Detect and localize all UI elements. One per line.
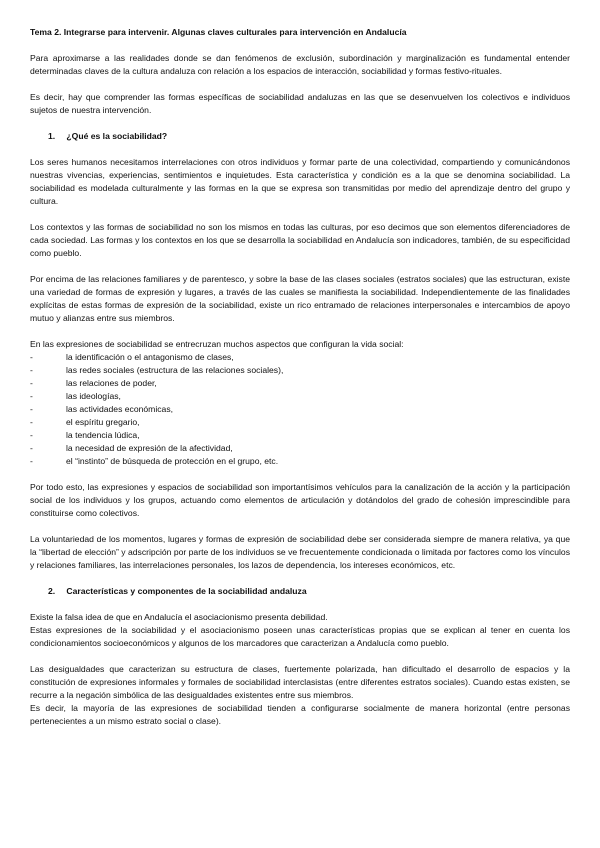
dash-marker: - [30,391,33,401]
dash-marker: - [30,430,33,440]
dash-marker: - [30,365,33,375]
section-2-paragraph-1: Existe la falsa idea de que en Andalucía el asociacionismo presenta debilidad. [30,612,328,622]
section-1-paragraph-3: Por encima de las relaciones familiares y de parentesco, y sobre la base de las clases sociales (estratos sociales) que las estructuran, existe una variedad de formas de expresión y lugares, a través de las cuales se manifiesta la sociabilidad. Independientemente de las finalidades explícitas de estas formas de expresión de la sociabilidad, existe un rico entramado de relaciones interpersonales e intercambios de apoyo mutuo y alianzas entre sus miembros. [30,274,570,323]
list-item: - la necesidad de expresión de la afectividad, [30,443,233,453]
dash-marker: - [30,417,33,427]
document-title: Tema 2. Integrarse para intervenir. Algunas claves culturales para intervención en Andalucía [30,27,407,37]
section-2-paragraph-2: Estas expresiones de la sociabilidad y el asociacionismo poseen unas características propias que se explican al tener en cuenta los condicionamientos socioeconómicos y algunos de los marcadores que caracterizan a Andalucía como pueblo. [30,625,570,648]
list-item: - las redes sociales (estructura de las relaciones sociales), [30,365,284,375]
list-intro: En las expresiones de sociabilidad se entrecruzan muchos aspectos que configuran la vida social: [30,339,404,349]
section-1-after-list-2: La voluntariedad de los momentos, lugares y formas de expresión de sociabilidad debe ser considerada siempre de manera relativa, ya que la “libertad de elección” y adscripción por parte de los individuos se ve frecuentemente condicionada o limitada por factores como los vínculos y relaciones familiares, las interrelaciones personales, los lazos de dependencia, los intereses económicos, etc. [30,534,570,570]
dash-marker: - [30,378,33,388]
list-item: - las ideologías, [30,391,121,401]
list-item: - las relaciones de poder, [30,378,157,388]
list-item: - la identificación o el antagonismo de clases, [30,352,234,362]
dash-marker: - [30,404,33,414]
list-item: - el espíritu gregario, [30,417,140,427]
intro-paragraph-2: Es decir, hay que comprender las formas específicas de sociabilidad andaluzas en las que se desenvuelven los colectivos e individuos sujetos de nuestra intervención. [30,92,570,115]
intro-paragraph-1: Para aproximarse a las realidades donde se dan fenómenos de exclusión, subordinación y marginalización es fundamental entender determinadas claves de la cultura andaluza con relación a los espacios de interacción, sociabilidad y formas festivo-rituales. [30,53,570,76]
section-2-paragraph-3: Las desigualdades que caracterizan su estructura de clases, fuertemente polarizada, han dificultado el desarrollo de espacios y la constitución de expresiones informales y formales de sociabilidad interclasistas (entre diferentes estratos sociales). Cuando estas existen, se recurre a la negación simbólica de las desigualdades existentes entre sus miembros. [30,664,570,700]
section-1-heading [30,130,570,143]
section-2-heading [30,585,570,598]
section-1-after-list-1: Por todo esto, las expresiones y espacios de sociabilidad son importantísimos vehículos para la canalización de la acción y la participación social de los individuos y los grupos, actuando como elementos de articulación y dotándolos del grado de cohesión imprescindible para constituirse como colectivos. [30,482,570,518]
dash-marker: - [30,443,33,453]
list-item: - las actividades económicas, [30,404,173,414]
dash-marker: - [30,352,33,362]
list-item: - la tendencia lúdica, [30,430,140,440]
section-1-paragraph-1: Los seres humanos necesitamos interrelaciones con otros individuos y formar parte de una colectividad, compartiendo y comunicándonos nuestras vivencias, experiencias, sentimientos e inquietudes. Esta característica y condición es a la que se denomina sociabilidad. La sociabilidad es modelada culturalmente y las formas en la que se expresa son transmitidas por medio del aprendizaje dentro del grupo y cultura. [30,157,570,206]
list-item: - el “instinto” de búsqueda de protección en el grupo, etc. [30,456,279,466]
section-1-number: 1. [48,131,56,141]
section-1-title: ¿Qué es la sociabilidad? [66,131,168,141]
section-2-title: Características y componentes de la sociabilidad andaluza [66,586,307,596]
sociability-aspects-list [30,351,570,468]
section-1-paragraph-2: Los contextos y las formas de sociabilidad no son los mismos en todas las culturas, por eso decimos que son elementos diferenciadores de cada sociedad. Las formas y los contextos en los que se desarrolla la sociabilidad en Andalucía son indicadores, también, de su especificidad como pueblo. [30,222,570,258]
dash-marker: - [30,456,33,466]
section-2-number: 2. [48,586,56,596]
section-2-paragraph-4: Es decir, la mayoría de las expresiones de sociabilidad tienden a configurarse socialmente de manera horizontal (entre personas pertenecientes a un mismo estrato social o clase). [30,703,570,726]
